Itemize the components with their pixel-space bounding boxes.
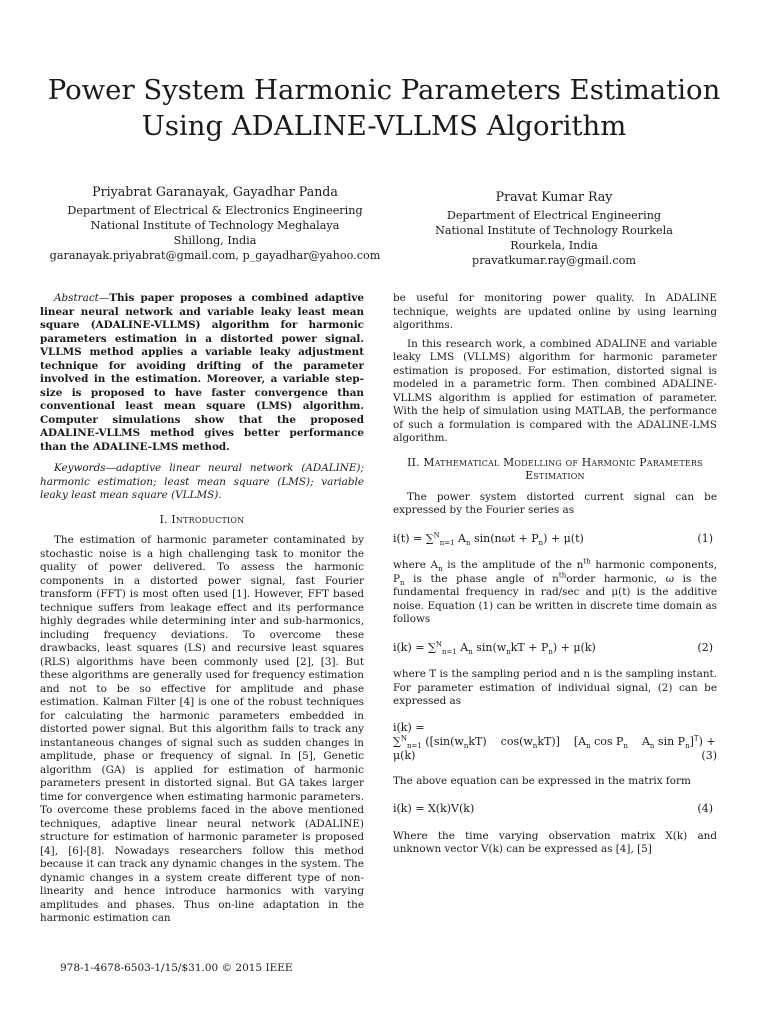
author-email: pravatkumar.ray@gmail.com xyxy=(472,254,636,267)
paragraph-matrix-form: The above equation can be expressed in the matrix form xyxy=(393,774,691,787)
paper-title xyxy=(40,72,728,144)
paragraph-fourier: The power system distorted current signal can be expressed by the Fourier series as xyxy=(393,490,717,516)
author-names: Priyabrat Garanayak, Gayadhar Panda xyxy=(92,184,338,199)
left-column xyxy=(40,292,364,931)
equation-2-body: i(k) = ∑$^N_{n=1}$ $A_n$ $\sin(w_nkT + P_n) + \mu(k)$ xyxy=(393,639,596,656)
author-block-right xyxy=(384,189,724,268)
author-block-left xyxy=(40,184,390,263)
equation-1-body: i(t) = ∑$^N_{n=1}$ $A_n$ $\sin(n\omega t + P_n) + \mu(t)$ xyxy=(393,530,584,547)
copyright-footer: 978-1-4678-6503-1/15/$31.00 © 2015 IEEE xyxy=(60,962,293,974)
paragraph-where: where $A_n$ is the amplitude of the $n^{th}$ harmonic components, $P_n$ is the phase angle of $n^{th}order$ harmonic, ω is the fundamental frequency in rad/sec and μ(t) is the additive noise. Equation (1) can be written in discrete time domain as follows xyxy=(393,557,718,625)
author-institute: National Institute of Technology Meghalaya xyxy=(90,219,340,232)
section-heading-line-1: II. Mathematical Modelling of Harmonic Parameters xyxy=(407,455,703,469)
author-department: Department of Electrical Engineering xyxy=(446,209,662,222)
equation-number: (4) xyxy=(697,802,713,815)
paragraph-research-work: In this research work, a combined ADALINE and variable leaky LMS (VLLMS) algorithm for harmonic parameter estimation is proposed. For estimation, distorted signal is modeled in a parametric form. Then combined ADALINE-VLLMS algorithm is applied for estimation of parameter. With the help of simulation using MATLAB, the performance of such a formulation is compared with the ADALINE-LMS algorithm. xyxy=(393,337,717,444)
keywords-label: Keywords— xyxy=(54,462,116,474)
equation-4 xyxy=(393,802,717,816)
abstract-body: This paper proposes a combined adaptive linear neural network and variable leaky least mean square (ADALINE-VLLMS) algorithm for harmonic parameters estimation in a distorted power signal. VLLMS method applies a variable leaky adjustment technique for avoiding drifting of the parameter involved in the estimation. Moreover, a variable step-size is proposed to have faster convergence than conventional least mean square (LMS) algorithm. Computer simulations show that the proposed ADALINE-VLLMS method gives better performance than the ADALINE-LMS method. xyxy=(40,292,364,453)
author-email: garanayak.priyabrat@gmail.com, p_gayadhar@yahoo.com xyxy=(49,249,381,262)
equation-4-body: i(k) = X(k)V(k) xyxy=(393,802,475,815)
title-line-2: Using ADALINE-VLLMS Algorithm xyxy=(141,110,627,142)
equation-1 xyxy=(393,532,717,546)
paragraph-continuation: be useful for monitoring power quality. In ADALINE technique, weights are updated online by using learning algorithms. xyxy=(393,292,717,331)
author-department: Department of Electrical & Electronics Engineering xyxy=(67,204,363,217)
author-institute: National Institute of Technology Rourkela xyxy=(435,224,673,237)
abstract-label: Abstract— xyxy=(54,292,110,304)
author-location: Rourkela, India xyxy=(510,239,598,252)
right-column xyxy=(393,292,717,862)
equation-number: (2) xyxy=(697,640,713,654)
equation-3: i(k) = ∑$^N_{n=1}$ ([$\sin(w_nkT)$ $\cos(w_nkT)$] [$A_n$ $\cos P_n$ $A_n$ $\sin P_n]^T$) + μ(k) (3) xyxy=(393,720,717,762)
section-heading-introduction: I. Introduction xyxy=(159,512,245,526)
author-location: Shillong, India xyxy=(173,234,257,247)
paragraph-sampling: where T is the sampling period and n is the sampling instant. For parameter estimation of individual signal, (2) can be expressed as xyxy=(393,668,717,707)
equation-number: (3) xyxy=(701,748,717,762)
paragraph-observation-matrix: Where the time varying observation matrix X(k) and unknown vector V(k) can be expressed as [4], [5] xyxy=(393,829,717,855)
section-heading-modelling xyxy=(393,456,717,483)
equation-number: (1) xyxy=(697,531,713,545)
title-line-1: Power System Harmonic Parameters Estimation xyxy=(47,74,721,106)
keywords xyxy=(40,462,364,503)
introduction-paragraph: The estimation of harmonic parameter contaminated by stochastic noise is a high challenging task to monitor the quality of power delivered. To assess the harmonic components in a distorted power signal, fast Fourier transform (FFT) is most often used [1]. However, FFT based technique suffers from leakage effect and its performance highly degrades while determining inter and sub-harmonics, including frequency deviations. To overcome these drawbacks, least squares (LS) and recursive least squares (RLS) algorithms have been commonly used [2], [3]. But these algorithms are generally used for frequency estimation and not to be so effective for amplitude and phase estimation. Kalman Filter [4] is one of the robust techniques for calculating the harmonic parameters embedded in distorted power signal. But this algorithm fails to track any instantaneous changes of signal such as sudden changes in amplitude, phase or frequency of signal. In [5], Genetic algorithm (GA) is applied for estimation of harmonic parameters present in distorted signal. But GA takes larger time for convergence when estimating harmonic parameters. To overcome these problems faced in the above mentioned techniques, adaptive linear neural network (ADALINE) structure for estimation of harmonic parameter is proposed [4], [6]-[8]. Nowadays researchers follow this method because it can track any dynamic changes in the system. The dynamic changes in a system create different type of non-linearity and hence introduce harmonics with varying amplitudes and phases. Thus on-line adaptation in the harmonic estimation can xyxy=(40,534,364,924)
equation-2 xyxy=(393,641,717,655)
author-names: Pravat Kumar Ray xyxy=(495,189,613,204)
abstract xyxy=(40,292,364,454)
section-heading-line-2: Estimation xyxy=(525,469,585,482)
keywords-body: adaptive linear neural network (ADALINE); harmonic estimation; least mean square (LMS); variable leaky least mean square (VLLMS). xyxy=(40,462,364,501)
